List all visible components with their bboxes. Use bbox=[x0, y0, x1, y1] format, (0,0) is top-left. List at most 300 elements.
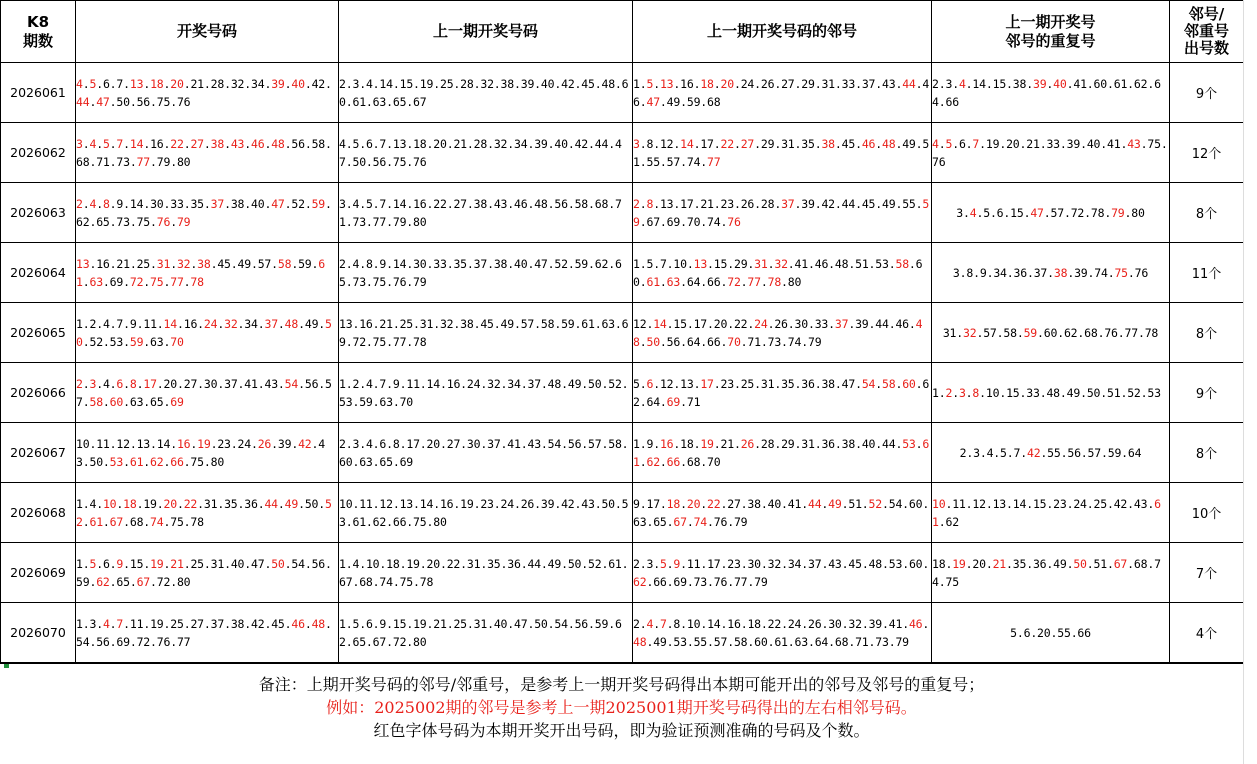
table-row bbox=[1, 423, 1244, 483]
number: 63 bbox=[666, 274, 681, 289]
number: 8 bbox=[673, 616, 681, 631]
number: 30 bbox=[466, 436, 481, 451]
number: 28 bbox=[473, 136, 488, 151]
prev-numbers-cell: 2.4.8.9.14.30.33.35.37.38.40.47.52.59.62.65.73.75.76.79 bbox=[339, 243, 633, 303]
number: 67 bbox=[372, 634, 387, 649]
number: 59 bbox=[633, 196, 930, 229]
number: 43 bbox=[76, 436, 325, 469]
number: 6 bbox=[1023, 625, 1031, 640]
number: 79 bbox=[413, 274, 427, 289]
number: 80 bbox=[787, 274, 802, 289]
number: 53 bbox=[888, 556, 903, 571]
number: 74 bbox=[686, 154, 701, 169]
neighbor-numbers-cell: 2.8.13.17.21.23.26.28.37.39.42.44.45.49.55.59.67.69.70.74.76 bbox=[633, 183, 932, 243]
number: 80 bbox=[413, 634, 427, 649]
number: 15 bbox=[1010, 205, 1024, 220]
number: 26 bbox=[760, 76, 775, 91]
number: 3 bbox=[956, 205, 963, 220]
draw-numbers-cell: 1.2.4.7.9.11.14.16.24.32.34.37.48.49.50.52.53.59.63.70 bbox=[76, 303, 339, 363]
number: 59 bbox=[311, 196, 326, 211]
number: 43 bbox=[1127, 136, 1141, 151]
number: 13 bbox=[76, 256, 90, 271]
number: 38 bbox=[460, 316, 474, 331]
repeat-numbers-cell: 1.2.3.8.10.15.33.48.49.50.51.52.53 bbox=[932, 363, 1170, 423]
number: 41 bbox=[244, 376, 258, 391]
number: 18 bbox=[666, 496, 681, 511]
number: 2 bbox=[945, 385, 953, 400]
number: 25 bbox=[136, 256, 151, 271]
draw-numbers-cell: 4.5.6.7.13.18.20.21.28.32.34.39.40.42.44.47.50.56.75.76 bbox=[76, 63, 339, 123]
number: 44 bbox=[902, 76, 916, 91]
number: 14 bbox=[707, 616, 721, 631]
number: 76 bbox=[932, 154, 946, 169]
number: 50 bbox=[89, 454, 103, 469]
number: 50 bbox=[116, 94, 130, 109]
number: 20 bbox=[426, 556, 440, 571]
number: 49 bbox=[828, 496, 842, 511]
number: 47 bbox=[96, 94, 110, 109]
remark-example: 例如：2025002期的邻号是参考上一期2025001期开奖号码得出的左右相邻号码。 bbox=[326, 698, 917, 717]
number: 26 bbox=[774, 316, 788, 331]
number: 5 bbox=[659, 556, 667, 571]
number: 59 bbox=[76, 574, 90, 589]
neighbor-numbers-cell: 5.6.12.13.17.23.25.31.35.36.38.47.54.58.60.62.64.69.71 bbox=[633, 363, 932, 423]
number: 72 bbox=[129, 274, 144, 289]
number: 38 bbox=[197, 256, 211, 271]
number: 15 bbox=[392, 616, 407, 631]
number: 57 bbox=[1050, 205, 1064, 220]
number: 33 bbox=[170, 196, 184, 211]
number: 24 bbox=[1073, 496, 1087, 511]
number: 4 bbox=[646, 616, 654, 631]
number: 14 bbox=[156, 436, 171, 451]
number: 58 bbox=[895, 256, 909, 271]
number: 79 bbox=[156, 154, 171, 169]
number: 27 bbox=[190, 136, 204, 151]
number: 20 bbox=[1006, 136, 1020, 151]
number: 7 bbox=[659, 616, 667, 631]
number: 75 bbox=[190, 454, 204, 469]
number: 21 bbox=[1026, 136, 1040, 151]
number: 66 bbox=[666, 454, 681, 469]
number: 47 bbox=[841, 376, 856, 391]
number: 16 bbox=[659, 436, 674, 451]
number: 72 bbox=[352, 334, 366, 349]
number: 74 bbox=[1094, 265, 1108, 280]
number: 1 bbox=[633, 76, 640, 91]
number: 69 bbox=[399, 454, 414, 469]
number: 53 bbox=[902, 436, 916, 451]
number: 72 bbox=[156, 574, 171, 589]
number: 62 bbox=[594, 256, 609, 271]
number: 48 bbox=[311, 616, 326, 631]
number: 14 bbox=[653, 316, 667, 331]
number: 4 bbox=[365, 436, 373, 451]
number: 8 bbox=[646, 196, 654, 211]
repeat-numbers-cell: 18.19.20.21.35.36.49.50.51.67.68.74.75 bbox=[932, 543, 1170, 603]
number: 42 bbox=[821, 196, 835, 211]
number: 78 bbox=[190, 274, 204, 289]
number: 37 bbox=[1033, 265, 1048, 280]
number: 3 bbox=[89, 376, 97, 391]
prev-numbers-cell: 2.3.4.6.8.17.20.27.30.37.41.43.54.56.57.58.60.63.65.69 bbox=[339, 423, 633, 483]
draw-numbers-cell: 2.3.4.6.8.17.20.27.30.37.41.43.54.56.57.58.60.63.65.69 bbox=[76, 363, 339, 423]
number: 34 bbox=[251, 76, 265, 91]
table-row bbox=[1, 63, 1244, 123]
number: 47 bbox=[534, 256, 548, 271]
number: 1 bbox=[339, 616, 346, 631]
number: 56 bbox=[574, 616, 589, 631]
number: 18 bbox=[700, 76, 714, 91]
number: 27 bbox=[740, 136, 755, 151]
number: 2 bbox=[339, 76, 346, 91]
number: 20 bbox=[426, 436, 440, 451]
number: 42 bbox=[574, 136, 589, 151]
number: 7 bbox=[379, 136, 387, 151]
number: 72 bbox=[1070, 205, 1085, 220]
number: 40 bbox=[514, 256, 528, 271]
number: 76 bbox=[176, 94, 191, 109]
number: 80 bbox=[176, 574, 191, 589]
number: 47 bbox=[1030, 205, 1044, 220]
number: 54 bbox=[76, 634, 90, 649]
number: 25 bbox=[190, 556, 204, 571]
number: 77 bbox=[733, 574, 748, 589]
number: 77 bbox=[170, 274, 184, 289]
number: 13 bbox=[680, 376, 694, 391]
number: 78 bbox=[767, 274, 782, 289]
number: 34 bbox=[244, 316, 258, 331]
number: 44 bbox=[841, 196, 856, 211]
number: 11 bbox=[686, 556, 701, 571]
number: 2 bbox=[76, 376, 83, 391]
number: 48 bbox=[547, 376, 562, 391]
number: 24 bbox=[466, 376, 481, 391]
header-row bbox=[1, 1, 1244, 63]
number: 46 bbox=[908, 616, 923, 631]
number: 35 bbox=[781, 376, 795, 391]
number: 42 bbox=[1026, 445, 1041, 460]
number: 17 bbox=[646, 496, 660, 511]
number: 39 bbox=[1066, 136, 1081, 151]
neighbor-numbers-cell: 9.17.18.20.22.27.38.40.41.44.49.51.52.54.60.63.65.67.74.76.79 bbox=[633, 483, 932, 543]
number: 20 bbox=[972, 556, 986, 571]
number: 13 bbox=[339, 316, 353, 331]
number: 19 bbox=[985, 136, 1000, 151]
period-cell: 2026067 bbox=[1, 423, 76, 483]
period-cell: 2026068 bbox=[1, 483, 76, 543]
number: 69 bbox=[673, 574, 687, 589]
draw-numbers-cell: 13.16.21.25.31.32.38.45.49.57.58.59.61.63.69.72.75.77.78 bbox=[76, 243, 339, 303]
number: 4 bbox=[102, 316, 110, 331]
number: 54 bbox=[284, 376, 299, 391]
number: 42 bbox=[561, 496, 575, 511]
number: 70 bbox=[727, 334, 741, 349]
number: 30 bbox=[828, 616, 842, 631]
number: 32 bbox=[176, 256, 191, 271]
number: 60 bbox=[754, 634, 768, 649]
period-cell: 2026066 bbox=[1, 363, 76, 423]
number: 75 bbox=[170, 514, 184, 529]
number: 13 bbox=[392, 136, 407, 151]
number: 39 bbox=[520, 76, 535, 91]
number: 43 bbox=[230, 136, 245, 151]
hit-count-cell: 8个 bbox=[1170, 303, 1244, 363]
number: 4 bbox=[969, 205, 977, 220]
number: 29 bbox=[781, 436, 795, 451]
number: 68 bbox=[686, 454, 701, 469]
number: 67 bbox=[136, 574, 151, 589]
number: 5 bbox=[646, 256, 654, 271]
number: 7 bbox=[116, 76, 124, 91]
number: 13 bbox=[992, 496, 1007, 511]
number: 36 bbox=[801, 376, 815, 391]
number: 75 bbox=[136, 214, 151, 229]
number: 49 bbox=[547, 556, 562, 571]
number: 36 bbox=[1032, 556, 1047, 571]
neighbor-numbers-cell: 12.14.15.17.20.22.24.26.30.33.37.39.44.46.48.50.56.64.66.70.71.73.74.79 bbox=[633, 303, 932, 363]
number: 39 bbox=[1074, 265, 1088, 280]
number: 60 bbox=[1093, 76, 1107, 91]
number: 57 bbox=[666, 154, 681, 169]
number: 31 bbox=[210, 556, 225, 571]
number: 80 bbox=[1131, 205, 1145, 220]
number: 14 bbox=[379, 76, 393, 91]
number: 34 bbox=[993, 265, 1007, 280]
number: 34 bbox=[787, 556, 802, 571]
number: 15 bbox=[992, 76, 1007, 91]
number: 36 bbox=[1013, 265, 1027, 280]
number: 31 bbox=[801, 436, 815, 451]
number: 2 bbox=[633, 556, 640, 571]
number: 3 bbox=[646, 556, 654, 571]
number: 9 bbox=[379, 256, 387, 271]
number: 17 bbox=[700, 376, 714, 391]
number: 29 bbox=[801, 76, 815, 91]
header-neighbor-repeats: 上一期开奖号 邻号的重复号 bbox=[932, 1, 1170, 63]
number: 19 bbox=[150, 556, 164, 571]
prev-numbers-cell: 1.2.4.7.9.11.14.16.24.32.34.37.48.49.50.52.53.59.63.70 bbox=[339, 363, 633, 423]
number: 1 bbox=[76, 616, 83, 631]
number: 49 bbox=[666, 94, 681, 109]
number: 19 bbox=[700, 436, 714, 451]
number: 34 bbox=[514, 136, 528, 151]
number: 54 bbox=[547, 436, 562, 451]
number: 45 bbox=[480, 316, 494, 331]
number: 68 bbox=[594, 196, 609, 211]
number: 55 bbox=[646, 154, 660, 169]
number: 28 bbox=[210, 76, 225, 91]
number: 32 bbox=[963, 325, 977, 340]
number: 58 bbox=[277, 256, 292, 271]
number: 18 bbox=[747, 616, 761, 631]
number: 40 bbox=[554, 136, 568, 151]
number: 42 bbox=[561, 76, 575, 91]
number: 50 bbox=[76, 316, 332, 349]
number: 59 bbox=[1107, 445, 1122, 460]
number: 6 bbox=[365, 616, 373, 631]
number: 48 bbox=[882, 136, 896, 151]
number: 73 bbox=[767, 334, 782, 349]
number: 18 bbox=[386, 556, 400, 571]
number: 31 bbox=[781, 136, 795, 151]
number: 61 bbox=[352, 94, 366, 109]
number: 63 bbox=[89, 274, 103, 289]
number: 48 bbox=[633, 316, 923, 349]
number: 64 bbox=[814, 634, 829, 649]
number: 2 bbox=[339, 436, 346, 451]
number: 38 bbox=[841, 436, 856, 451]
number: 66 bbox=[945, 94, 959, 109]
number: 4 bbox=[89, 136, 97, 151]
number: 32 bbox=[848, 616, 862, 631]
number: 32 bbox=[767, 556, 782, 571]
number: 14 bbox=[392, 256, 407, 271]
number: 14 bbox=[129, 196, 144, 211]
number: 39 bbox=[1032, 76, 1047, 91]
number: 38 bbox=[473, 196, 488, 211]
number: 9 bbox=[633, 496, 640, 511]
number: 56 bbox=[311, 556, 326, 571]
number: 38 bbox=[821, 136, 835, 151]
number: 62 bbox=[76, 214, 90, 229]
number: 32 bbox=[487, 376, 501, 391]
number: 33 bbox=[841, 76, 856, 91]
number: 12 bbox=[659, 376, 674, 391]
number: 8 bbox=[646, 136, 654, 151]
number: 17 bbox=[693, 316, 708, 331]
neighbor-numbers-cell: 2.3.5.9.11.17.23.30.32.34.37.43.45.48.53.60.62.66.69.73.76.77.79 bbox=[633, 543, 932, 603]
number: 47 bbox=[514, 616, 528, 631]
number: 38 bbox=[500, 76, 514, 91]
number: 22 bbox=[446, 556, 461, 571]
number: 69 bbox=[339, 316, 629, 349]
table-row bbox=[1, 183, 1244, 243]
number: 6 bbox=[958, 136, 966, 151]
number: 73 bbox=[693, 574, 708, 589]
number: 5 bbox=[89, 556, 97, 571]
number: 15 bbox=[713, 256, 728, 271]
number: 76 bbox=[156, 634, 171, 649]
number: 19 bbox=[460, 496, 474, 511]
number: 61 bbox=[352, 514, 366, 529]
number: 6 bbox=[379, 436, 387, 451]
number: 28 bbox=[760, 436, 775, 451]
number: 24 bbox=[237, 436, 251, 451]
number: 11 bbox=[952, 496, 966, 511]
number: 1 bbox=[339, 376, 346, 391]
number: 63 bbox=[633, 514, 647, 529]
number: 20 bbox=[170, 76, 184, 91]
prev-numbers-cell: 1.4.10.18.19.20.22.31.35.36.44.49.50.52.61.67.68.74.75.78 bbox=[339, 543, 633, 603]
number: 80 bbox=[433, 514, 447, 529]
header-draw: 开奖号码 bbox=[76, 1, 339, 63]
number: 25 bbox=[740, 376, 755, 391]
number: 50 bbox=[1073, 556, 1087, 571]
number: 79 bbox=[733, 514, 748, 529]
number: 59 bbox=[574, 256, 589, 271]
number: 44 bbox=[875, 316, 889, 331]
number: 16 bbox=[183, 316, 198, 331]
number: 12 bbox=[972, 496, 986, 511]
number: 29 bbox=[733, 256, 748, 271]
number: 60 bbox=[109, 394, 124, 409]
number: 60 bbox=[339, 454, 353, 469]
number: 70 bbox=[686, 214, 701, 229]
number: 49 bbox=[237, 256, 251, 271]
number: 38 bbox=[493, 256, 508, 271]
number: 14 bbox=[419, 496, 434, 511]
number: 3 bbox=[352, 76, 360, 91]
number: 57 bbox=[1087, 445, 1101, 460]
number: 32 bbox=[230, 76, 245, 91]
number: 48 bbox=[868, 556, 883, 571]
number: 21 bbox=[190, 76, 204, 91]
number: 49 bbox=[500, 316, 514, 331]
number: 67 bbox=[413, 94, 427, 109]
number: 63 bbox=[601, 316, 615, 331]
number: 41 bbox=[787, 496, 802, 511]
number: 13 bbox=[693, 256, 708, 271]
number: 79 bbox=[754, 574, 768, 589]
repeat-numbers-cell: 4.5.6.7.19.20.21.33.39.40.41.43.75.76 bbox=[932, 123, 1170, 183]
period-cell: 2026061 bbox=[1, 63, 76, 123]
number: 5 bbox=[983, 205, 990, 220]
number: 37 bbox=[487, 436, 501, 451]
table-row bbox=[1, 483, 1244, 543]
number: 31 bbox=[473, 616, 488, 631]
number: 75 bbox=[156, 94, 171, 109]
draw-numbers-cell: 2.4.8.9.14.30.33.35.37.38.40.47.52.59.62.65.73.75.76.79 bbox=[76, 183, 339, 243]
number: 4 bbox=[352, 556, 360, 571]
number: 15 bbox=[1006, 385, 1020, 400]
number: 14 bbox=[129, 136, 144, 151]
number: 57 bbox=[76, 376, 332, 409]
number: 3 bbox=[973, 445, 980, 460]
number: 5 bbox=[365, 196, 373, 211]
number: 5 bbox=[352, 616, 360, 631]
number: 74 bbox=[693, 514, 708, 529]
number: 61 bbox=[89, 514, 103, 529]
number: 22 bbox=[170, 136, 184, 151]
number: 26 bbox=[257, 436, 272, 451]
number: 40 bbox=[230, 556, 245, 571]
number: 36 bbox=[244, 496, 258, 511]
repeat-numbers-cell: 31.32.57.58.59.60.62.68.76.77.78 bbox=[932, 303, 1170, 363]
number: 70 bbox=[170, 334, 184, 349]
number: 56 bbox=[136, 94, 151, 109]
number: 34 bbox=[507, 376, 521, 391]
number: 2 bbox=[352, 376, 360, 391]
number: 19 bbox=[413, 616, 427, 631]
table-row bbox=[1, 543, 1244, 603]
number: 61 bbox=[774, 634, 788, 649]
number: 35 bbox=[224, 496, 238, 511]
number: 19 bbox=[143, 496, 157, 511]
number: 43 bbox=[882, 76, 896, 91]
number: 66 bbox=[707, 334, 721, 349]
hit-count-cell: 4个 bbox=[1170, 603, 1244, 663]
number: 67 bbox=[646, 214, 660, 229]
number: 16 bbox=[96, 256, 110, 271]
number: 51 bbox=[1093, 556, 1107, 571]
number: 3 bbox=[339, 196, 346, 211]
number: 63 bbox=[372, 94, 387, 109]
number: 71 bbox=[339, 196, 622, 229]
number: 22 bbox=[183, 496, 198, 511]
number: 56 bbox=[304, 376, 319, 391]
number: 7 bbox=[116, 316, 124, 331]
